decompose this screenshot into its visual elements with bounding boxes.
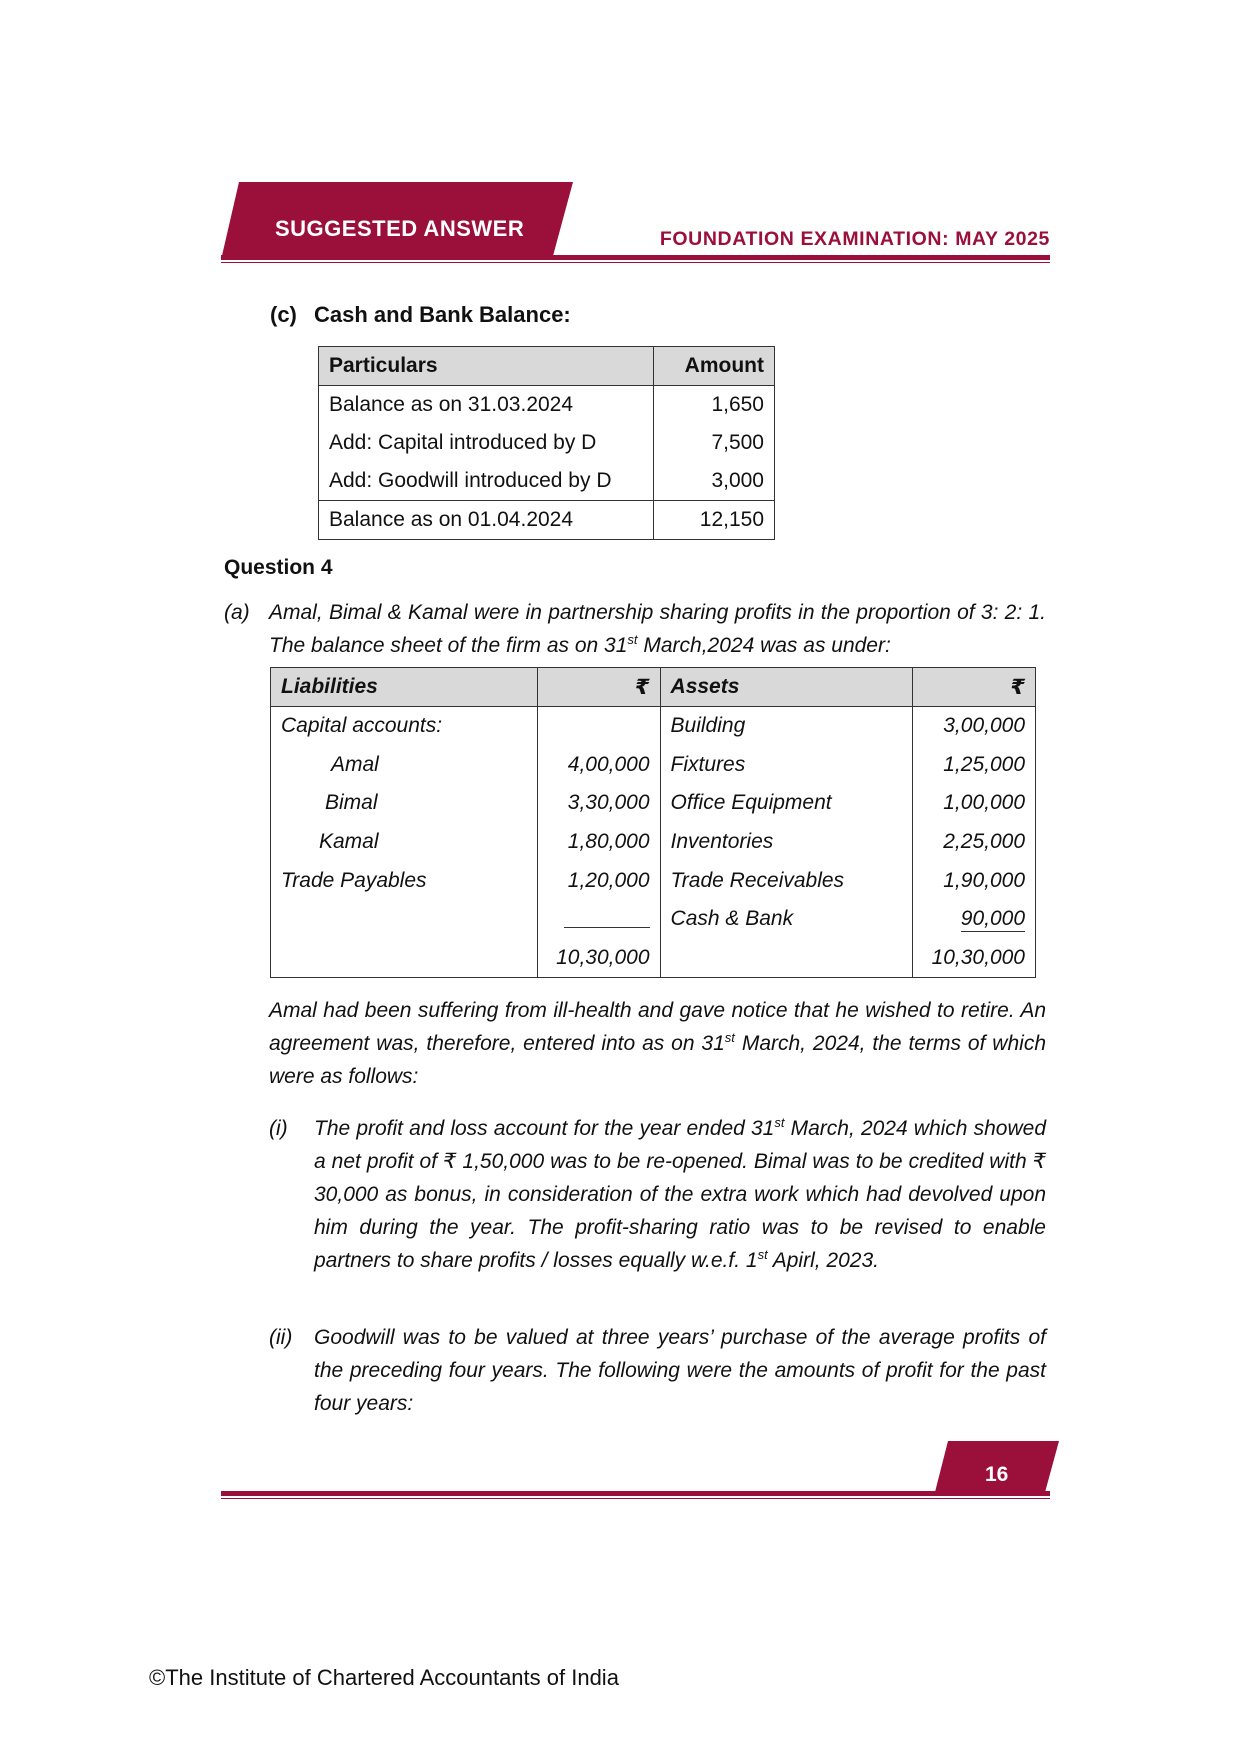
asset-cell [660, 939, 913, 978]
liability-amount [537, 707, 660, 746]
asset-amount: 2,25,000 [913, 823, 1036, 862]
term-item-ii [269, 1321, 1046, 1420]
section-c-heading [270, 302, 571, 328]
col-rupee-1: ₹ [537, 668, 660, 707]
table-row [319, 424, 775, 462]
col-particulars: Particulars [319, 347, 654, 386]
footer-rule-thin [221, 1498, 1050, 1499]
copyright-notice: ©The Institute of Chartered Accountants of India [149, 1665, 619, 1690]
asset-cell: Trade Receivables [660, 861, 913, 900]
amount-cell: 7,500 [654, 424, 775, 462]
page-number: 16 [985, 1463, 1009, 1486]
section-c-label: (c) [270, 302, 297, 327]
liability-cell: Trade Payables [271, 861, 538, 900]
table-header-row [271, 668, 1036, 707]
para-text-end: March, 2024, the terms of which were as follows: [269, 1032, 1046, 1088]
col-rupee-2: ₹ [913, 668, 1036, 707]
item-i-sup-2: st [757, 1247, 768, 1262]
item-i-sup: st [774, 1115, 785, 1130]
term-item-i [269, 1112, 1046, 1277]
table-row [271, 784, 1036, 823]
table-row [271, 746, 1036, 785]
col-liabilities: Liabilities [271, 668, 538, 707]
retirement-paragraph [269, 994, 1046, 1093]
header-band-label: SUGGESTED ANSWER [275, 216, 525, 241]
balance-sheet-table [270, 667, 1036, 978]
particular-cell: Balance as on 31.03.2024 [319, 386, 654, 425]
asset-amount [913, 900, 1036, 939]
table-row [271, 900, 1036, 939]
question-4a-intro [224, 596, 1046, 662]
asset-cell: Fixtures [660, 746, 913, 785]
asset-amount: 1,90,000 [913, 861, 1036, 900]
asset-total: 10,30,000 [913, 939, 1036, 978]
item-i-label: (i) [269, 1117, 288, 1140]
asset-cell: Cash & Bank [660, 900, 913, 939]
liability-amount: 1,80,000 [537, 823, 660, 862]
liability-cell: Kamal [271, 823, 538, 862]
footer-rule [221, 1491, 1050, 1496]
particular-cell: Add: Goodwill introduced by D [319, 462, 654, 501]
para-sup: st [724, 1030, 735, 1045]
part-a-label: (a) [224, 601, 250, 624]
col-amount: Amount [654, 347, 775, 386]
item-ii-text: Goodwill was to be valued at three years’ purchase of the average profits of the preceding four years. The following were the amounts of profit for the past four years: [314, 1326, 1046, 1415]
liability-cell: Amal [271, 746, 538, 785]
amount-cell: 12,150 [654, 501, 775, 540]
item-i-text: The profit and loss account for the year ended 31 [314, 1117, 775, 1140]
col-assets: Assets [660, 668, 913, 707]
amount-cell: 3,000 [654, 462, 775, 501]
asset-amount: 1,25,000 [913, 746, 1036, 785]
liability-cell: Capital accounts: [271, 707, 538, 746]
liability-amount: 1,20,000 [537, 861, 660, 900]
cash-bank-table [318, 346, 775, 540]
particular-cell: Add: Capital introduced by D [319, 424, 654, 462]
intro-sup: st [627, 632, 638, 647]
table-row [319, 462, 775, 501]
table-row [271, 707, 1036, 746]
particular-cell: Balance as on 01.04.2024 [319, 501, 654, 540]
item-ii-label: (ii) [269, 1326, 293, 1349]
asset-amount: 1,00,000 [913, 784, 1036, 823]
intro-text-end: March,2024 was as under: [637, 634, 891, 657]
underline-rule [564, 905, 650, 928]
table-row [271, 861, 1036, 900]
asset-amount: 3,00,000 [913, 707, 1036, 746]
liability-cell [271, 939, 538, 978]
table-row-total [319, 501, 775, 540]
exam-title: FOUNDATION EXAMINATION: MAY 2025 [659, 228, 1050, 250]
liability-amount: 3,30,000 [537, 784, 660, 823]
question-title: Question 4 [224, 556, 333, 579]
header-rule-thin [221, 262, 1050, 263]
liability-amount: 4,00,000 [537, 746, 660, 785]
asset-cell: Building [660, 707, 913, 746]
item-i-text-2: March, 2024 which showed a net profit of ₹ 1,50,000 was to be re-opened. Bimal was to be credited with ₹ 30,000 as bonus, in consideration of the extra work which had devolved upon him during the year. The profit-sharing ratio was to be revised to enable partners to share profits / losses equally w.e.f. 1 [314, 1117, 1047, 1272]
liability-cell [271, 900, 538, 939]
liability-cell: Bimal [271, 784, 538, 823]
underlined-amount: 90,000 [960, 906, 1025, 930]
asset-cell: Office Equipment [660, 784, 913, 823]
asset-cell: Inventories [660, 823, 913, 862]
table-row [271, 823, 1036, 862]
amount-cell: 1,650 [654, 386, 775, 425]
section-c-title: Cash and Bank Balance: [314, 302, 571, 327]
liability-amount-blank [537, 900, 660, 939]
table-header-row [319, 347, 775, 386]
intro-text: Amal, Bimal & Kamal were in partnership sharing profits in the proportion of 3: 2: 1. The balance sheet of the firm as on 31 [269, 601, 1046, 657]
para-text: Amal had been suffering from ill-health and gave notice that he wished to retire. An agreement was, therefore, entered into as on 31 [269, 999, 1046, 1055]
item-i-text-3: Apirl, 2023. [767, 1249, 879, 1272]
liability-total: 10,30,000 [537, 939, 660, 978]
header-rule [221, 255, 1050, 260]
table-row-total [271, 939, 1036, 978]
table-row [319, 386, 775, 425]
